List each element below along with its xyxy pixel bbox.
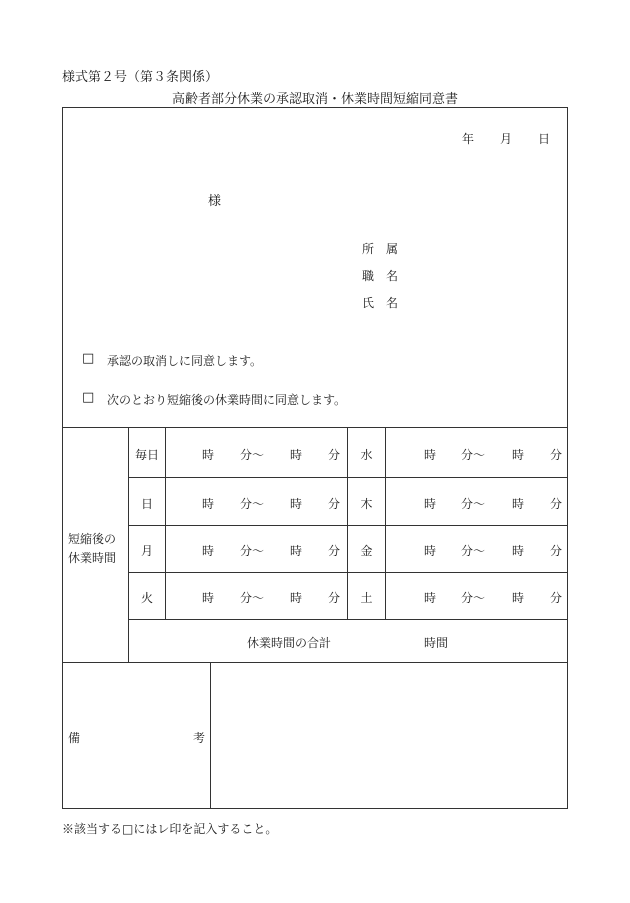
schedule-row-divider [128,477,568,478]
hour-label[interactable]: 時 [424,497,437,511]
schedule-row-divider [128,619,568,620]
minute-from-label[interactable]: 分〜 [240,591,265,605]
checkbox-cancel-approval[interactable]: □ [82,351,95,366]
minute-label[interactable]: 分 [550,497,563,511]
total-hours-unit[interactable]: 時間 [424,636,449,650]
minute-from-label[interactable]: 分〜 [240,497,265,511]
hour-label[interactable]: 時 [424,591,437,605]
minute-from-label[interactable]: 分〜 [461,448,486,462]
remarks-label-char2: 考 [193,731,206,745]
hour-label[interactable]: 時 [424,544,437,558]
form-title: 高齢者部分休業の承認取消・休業時間短縮同意書 [171,92,458,107]
schedule-top-border [62,427,568,428]
schedule-row-divider [128,572,568,573]
hour-label[interactable]: 時 [202,448,215,462]
minute-label[interactable]: 分 [550,591,563,605]
option-shorten-hours-text: 次のとおり短縮後の休業時間に同意します。 [107,393,347,407]
hour-label[interactable]: 時 [202,497,215,511]
day-label-mon: 月 [140,544,153,558]
checkbox-shorten-hours[interactable]: □ [82,390,95,405]
footnote: ※該当する□にはレ印を記入すること。 [62,822,278,836]
addressee-suffix[interactable]: 様 [208,194,222,209]
day-label-sat: 土 [360,591,373,605]
schedule-day-divider [385,427,386,619]
schedule-day-divider [165,427,166,619]
hour-label[interactable]: 時 [512,544,525,558]
schedule-row-divider [128,525,568,526]
remarks-field[interactable] [211,663,567,808]
minute-label[interactable]: 分 [328,448,341,462]
day-label-wed: 水 [360,448,373,462]
option-cancel-approval-text: 承認の取消しに同意します。 [107,354,263,368]
hour-label[interactable]: 時 [202,591,215,605]
remarks-label-char1: 備 [68,731,81,745]
minute-from-label[interactable]: 分〜 [461,544,486,558]
date-month-label[interactable]: 月 [500,132,513,146]
day-label-sun: 日 [140,497,153,511]
day-label-fri: 金 [360,544,373,558]
name-label[interactable]: 氏 名 [362,296,399,310]
minute-label[interactable]: 分 [550,448,563,462]
hour-label[interactable]: 時 [424,448,437,462]
minute-label[interactable]: 分 [328,544,341,558]
schedule-row-header-line1: 短縮後の [68,532,117,546]
minute-label[interactable]: 分 [550,544,563,558]
hour-label[interactable]: 時 [290,544,303,558]
date-year-label[interactable]: 年 [462,132,475,146]
minute-from-label[interactable]: 分〜 [240,544,265,558]
affiliation-label[interactable]: 所 属 [362,242,399,256]
day-label-everyday: 毎日 [134,448,159,462]
day-label-thu: 木 [360,497,373,511]
minute-from-label[interactable]: 分〜 [461,497,486,511]
position-label[interactable]: 職 名 [362,269,399,283]
hour-label[interactable]: 時 [512,497,525,511]
hour-label[interactable]: 時 [512,591,525,605]
hour-label[interactable]: 時 [202,544,215,558]
day-label-tue: 火 [140,591,153,605]
hour-label[interactable]: 時 [290,448,303,462]
minute-label[interactable]: 分 [328,591,341,605]
minute-label[interactable]: 分 [328,497,341,511]
minute-from-label[interactable]: 分〜 [461,591,486,605]
date-day-label[interactable]: 日 [538,132,551,146]
minute-from-label[interactable]: 分〜 [240,448,265,462]
hour-label[interactable]: 時 [290,591,303,605]
form-number: 様式第２号（第３条関係） [62,70,219,85]
schedule-row-header-line2: 休業時間 [68,551,117,565]
hour-label[interactable]: 時 [512,448,525,462]
hour-label[interactable]: 時 [290,497,303,511]
total-hours-label: 休業時間の合計 [247,636,332,650]
